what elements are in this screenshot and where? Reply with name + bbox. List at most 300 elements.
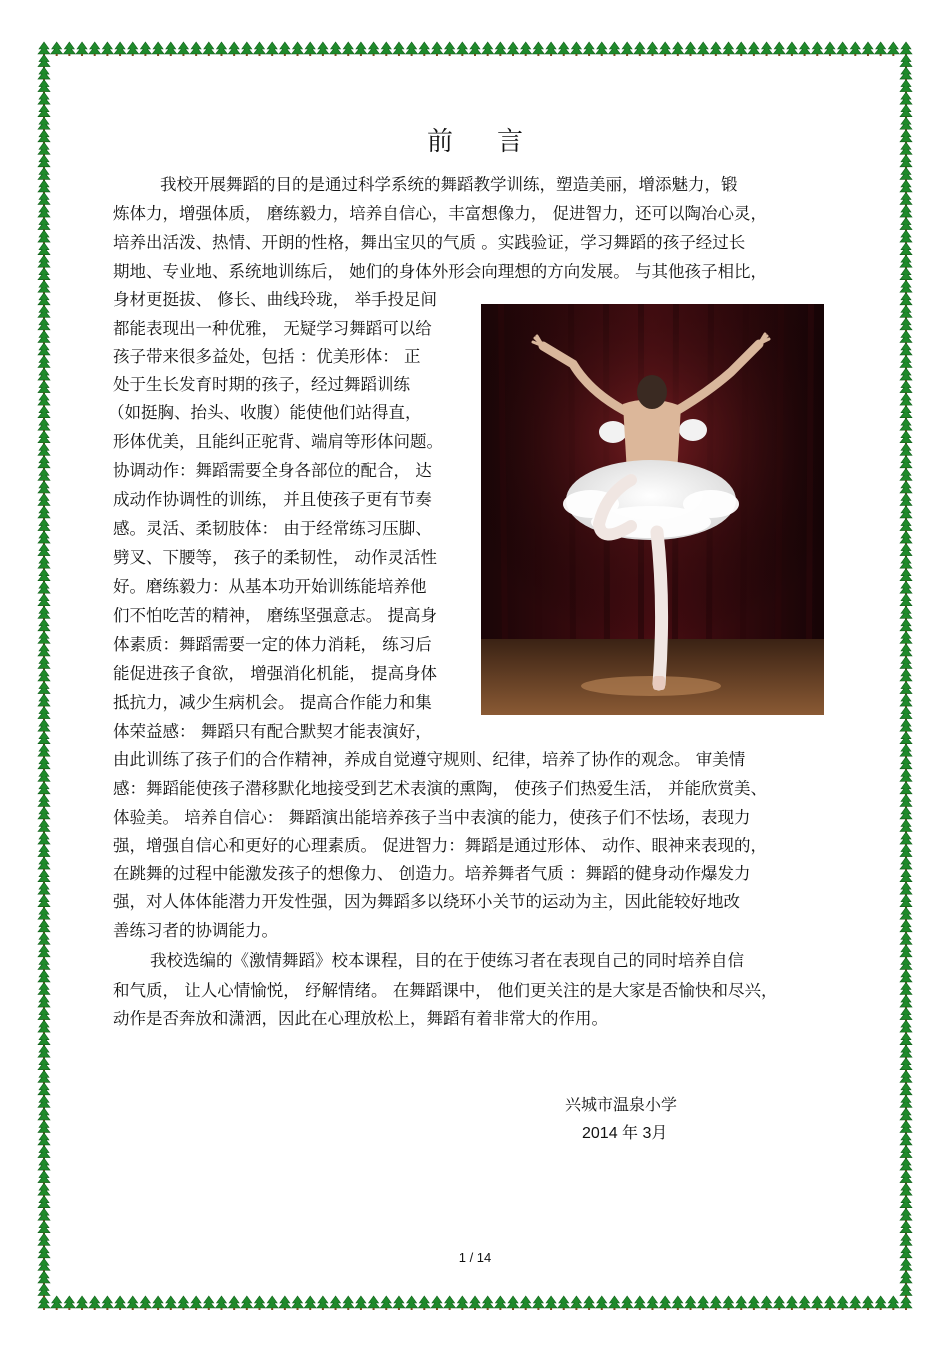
christmas-tree-icon [799, 42, 811, 56]
christmas-tree-icon [38, 92, 50, 106]
paragraph-line: 炼体力，增强体质， 磨练毅力，培养自信心，丰富想像力， 促进智力，还可以陶冶心灵， [113, 204, 767, 223]
christmas-tree-icon [900, 192, 912, 206]
paragraph-line: 们不怕吃苦的精神， 磨练坚强意志。 提高身 [113, 606, 437, 625]
christmas-tree-icon [304, 42, 316, 56]
christmas-tree-icon [38, 819, 50, 833]
christmas-tree-icon [38, 80, 50, 94]
christmas-tree-icon [368, 1296, 380, 1310]
christmas-tree-icon [685, 1296, 697, 1310]
christmas-tree-icon [900, 769, 912, 783]
christmas-tree-icon [900, 1058, 912, 1072]
christmas-tree-icon [38, 757, 50, 771]
paragraph-line: 培养出活泼、热情、开朗的性格，舞出宝贝的气质 。实践验证，学习舞蹈的孩子经过长 [113, 233, 746, 252]
paragraph-line: 劈叉、下腰等， 孩子的柔韧性， 动作灵活性 [113, 548, 437, 567]
christmas-tree-icon [38, 1133, 50, 1147]
christmas-tree-icon [900, 280, 912, 294]
christmas-tree-icon [900, 606, 912, 620]
christmas-tree-icon [634, 1296, 646, 1310]
paragraph-line: 我校选编的《激情舞蹈》校本课程，目的在于使练习者在表现自己的同时培养自信 [150, 951, 744, 970]
christmas-tree-icon [900, 907, 912, 921]
christmas-tree-icon [900, 644, 912, 658]
christmas-tree-icon [849, 1296, 861, 1310]
christmas-tree-icon [900, 293, 912, 307]
christmas-tree-icon [114, 42, 126, 56]
christmas-tree-icon [710, 1296, 722, 1310]
christmas-tree-icon [152, 1296, 164, 1310]
christmas-tree-icon [304, 1296, 316, 1310]
christmas-tree-icon [38, 694, 50, 708]
christmas-tree-icon [507, 1296, 519, 1310]
christmas-tree-icon [900, 55, 912, 69]
christmas-tree-icon [900, 1283, 912, 1297]
christmas-tree-icon [38, 468, 50, 482]
christmas-tree-icon [38, 1171, 50, 1185]
christmas-tree-icon [900, 92, 912, 106]
christmas-tree-icon [254, 42, 266, 56]
christmas-tree-icon [38, 1271, 50, 1285]
christmas-tree-icon [38, 957, 50, 971]
christmas-tree-icon [786, 1296, 798, 1310]
christmas-tree-icon [38, 907, 50, 921]
christmas-tree-icon [76, 42, 88, 56]
christmas-tree-icon [38, 569, 50, 583]
christmas-tree-icon [38, 1183, 50, 1197]
christmas-tree-icon [51, 1296, 63, 1310]
christmas-tree-icon [900, 932, 912, 946]
christmas-tree-icon [317, 1296, 329, 1310]
christmas-tree-icon [38, 832, 50, 846]
christmas-tree-icon [900, 1271, 912, 1285]
christmas-tree-icon [190, 1296, 202, 1310]
christmas-tree-icon [139, 42, 151, 56]
christmas-tree-icon [849, 42, 861, 56]
christmas-tree-icon [38, 719, 50, 733]
christmas-tree-icon [748, 1296, 760, 1310]
christmas-tree-icon [393, 42, 405, 56]
christmas-tree-icon [101, 42, 113, 56]
christmas-tree-icon [38, 180, 50, 194]
christmas-tree-icon [900, 356, 912, 370]
christmas-tree-icon [152, 42, 164, 56]
christmas-tree-icon [900, 305, 912, 319]
christmas-tree-icon [38, 707, 50, 721]
christmas-tree-icon [900, 80, 912, 94]
christmas-tree-icon [659, 1296, 671, 1310]
christmas-tree-icon [38, 1058, 50, 1072]
christmas-tree-icon [38, 167, 50, 181]
christmas-tree-icon [900, 1020, 912, 1034]
signature-school: 兴城市温泉小学 [565, 1095, 678, 1114]
christmas-tree-icon [38, 1233, 50, 1247]
christmas-tree-icon [38, 305, 50, 319]
christmas-tree-icon [51, 42, 63, 56]
christmas-tree-icon [482, 1296, 494, 1310]
christmas-tree-icon [406, 42, 418, 56]
christmas-tree-icon [685, 42, 697, 56]
christmas-tree-icon [659, 42, 671, 56]
christmas-tree-icon [532, 1296, 544, 1310]
christmas-tree-icon [38, 105, 50, 119]
christmas-tree-icon [900, 669, 912, 683]
paragraph-line: 成动作协调性的训练， 并且使孩子更有节奏 [113, 490, 432, 509]
christmas-tree-icon [215, 1296, 227, 1310]
christmas-tree-icon [266, 42, 278, 56]
christmas-tree-icon [900, 255, 912, 269]
christmas-tree-icon [621, 1296, 633, 1310]
christmas-tree-icon [900, 970, 912, 984]
christmas-tree-icon [38, 669, 50, 683]
christmas-tree-icon [38, 481, 50, 495]
christmas-tree-icon [900, 1070, 912, 1084]
christmas-tree-icon [596, 1296, 608, 1310]
christmas-tree-icon [38, 218, 50, 232]
christmas-tree-icon [583, 1296, 595, 1310]
christmas-tree-icon [837, 42, 849, 56]
christmas-tree-icon [900, 832, 912, 846]
christmas-tree-icon [38, 845, 50, 859]
christmas-tree-icon [900, 230, 912, 244]
christmas-tree-icon [532, 42, 544, 56]
christmas-tree-icon [114, 1296, 126, 1310]
christmas-tree-icon [38, 920, 50, 934]
christmas-tree-icon [723, 42, 735, 56]
christmas-tree-icon [38, 769, 50, 783]
christmas-tree-icon [786, 42, 798, 56]
christmas-tree-icon [900, 1095, 912, 1109]
paragraph-line: 在跳舞的过程中能激发孩子的想像力、 创造力。培养舞者气质 ：舞蹈的健身动作爆发力 [113, 864, 751, 883]
paragraph-line: 都能表现出一种优雅， 无疑学习舞蹈可以给 [113, 319, 432, 338]
christmas-tree-icon [38, 42, 50, 56]
christmas-tree-icon [773, 42, 785, 56]
christmas-tree-icon [38, 644, 50, 658]
christmas-tree-icon [38, 255, 50, 269]
christmas-tree-icon [900, 519, 912, 533]
christmas-tree-icon [38, 1070, 50, 1084]
christmas-tree-icon [799, 1296, 811, 1310]
christmas-tree-icon [900, 167, 912, 181]
christmas-tree-icon [900, 368, 912, 382]
christmas-tree-icon [900, 506, 912, 520]
christmas-tree-icon [900, 857, 912, 871]
ballerina-photo [481, 304, 824, 715]
christmas-tree-icon [761, 1296, 773, 1310]
christmas-tree-icon [900, 268, 912, 282]
christmas-tree-icon [811, 1296, 823, 1310]
paragraph-line: 体荣益感： 舞蹈只有配合默契才能表演好， [113, 722, 432, 741]
christmas-tree-icon [165, 42, 177, 56]
christmas-tree-icon [38, 268, 50, 282]
christmas-tree-icon [38, 406, 50, 420]
christmas-tree-icon [900, 67, 912, 81]
christmas-tree-icon [900, 406, 912, 420]
christmas-tree-icon [900, 1221, 912, 1235]
christmas-tree-icon [862, 42, 874, 56]
christmas-tree-icon [710, 42, 722, 56]
christmas-tree-icon [38, 556, 50, 570]
christmas-tree-icon [63, 1296, 75, 1310]
christmas-tree-icon [38, 594, 50, 608]
christmas-tree-icon [634, 42, 646, 56]
christmas-tree-icon [177, 1296, 189, 1310]
christmas-tree-icon [38, 581, 50, 595]
christmas-tree-icon [38, 656, 50, 670]
christmas-tree-icon [406, 1296, 418, 1310]
christmas-tree-icon [38, 1208, 50, 1222]
christmas-tree-icon [38, 393, 50, 407]
christmas-tree-icon [342, 1296, 354, 1310]
christmas-tree-icon [900, 732, 912, 746]
christmas-tree-icon [900, 1296, 912, 1310]
christmas-tree-icon [735, 1296, 747, 1310]
christmas-tree-icon [875, 42, 887, 56]
christmas-tree-icon [469, 42, 481, 56]
christmas-tree-icon [697, 42, 709, 56]
christmas-tree-icon [38, 782, 50, 796]
christmas-tree-icon [900, 381, 912, 395]
christmas-tree-icon [38, 280, 50, 294]
christmas-tree-icon [558, 1296, 570, 1310]
paragraph-line: 体素质：舞蹈需要一定的体力消耗， 练习后 [113, 635, 432, 654]
paragraph-line: 和气质， 让人心情愉悦， 纾解情绪。 在舞蹈课中， 他们更关注的是大家是否愉快和尽兴， [113, 981, 778, 1000]
christmas-tree-icon [900, 393, 912, 407]
christmas-tree-icon [900, 870, 912, 884]
christmas-tree-icon [89, 1296, 101, 1310]
christmas-tree-icon [38, 1095, 50, 1109]
paragraph-line: 感：舞蹈能使孩子潜移默化地接受到艺术表演的熏陶， 使孩子们热爱生活， 并能欣赏美、 [113, 779, 767, 798]
christmas-tree-icon [380, 42, 392, 56]
christmas-tree-icon [38, 456, 50, 470]
christmas-tree-icon [900, 581, 912, 595]
christmas-tree-icon [900, 794, 912, 808]
christmas-tree-icon [545, 42, 557, 56]
christmas-tree-icon [596, 42, 608, 56]
christmas-tree-icon [444, 42, 456, 56]
christmas-tree-icon [900, 1171, 912, 1185]
christmas-tree-icon [862, 1296, 874, 1310]
paragraph-line: 形体优美，且能纠正驼背、端肩等形体问题。 [113, 432, 443, 451]
christmas-tree-icon [38, 493, 50, 507]
christmas-tree-icon [900, 531, 912, 545]
christmas-tree-icon [228, 1296, 240, 1310]
christmas-tree-icon [887, 42, 899, 56]
christmas-tree-icon [38, 932, 50, 946]
paragraph-line: 感。灵活、柔韧肢体： 由于经常练习压脚、 [113, 519, 432, 538]
christmas-tree-icon [900, 468, 912, 482]
christmas-tree-icon [38, 1196, 50, 1210]
christmas-tree-icon [900, 1083, 912, 1097]
christmas-tree-icon [89, 42, 101, 56]
christmas-tree-icon [900, 594, 912, 608]
christmas-tree-icon [355, 1296, 367, 1310]
christmas-tree-icon [431, 1296, 443, 1310]
christmas-tree-icon [900, 895, 912, 909]
christmas-tree-icon [38, 1283, 50, 1297]
christmas-tree-icon [900, 1146, 912, 1160]
christmas-tree-icon [38, 293, 50, 307]
christmas-tree-icon [456, 1296, 468, 1310]
christmas-tree-icon [900, 42, 912, 56]
christmas-tree-icon [38, 682, 50, 696]
christmas-tree-icon [139, 1296, 151, 1310]
christmas-tree-icon [900, 995, 912, 1009]
christmas-tree-icon [38, 1146, 50, 1160]
signature-date: 2014 年 3月 [582, 1125, 668, 1142]
christmas-tree-icon [38, 519, 50, 533]
christmas-tree-icon [900, 707, 912, 721]
christmas-tree-icon [900, 556, 912, 570]
christmas-tree-icon [38, 443, 50, 457]
christmas-tree-icon [330, 1296, 342, 1310]
christmas-tree-icon [900, 719, 912, 733]
christmas-tree-icon [38, 1108, 50, 1122]
christmas-tree-icon [900, 882, 912, 896]
christmas-tree-icon [38, 1033, 50, 1047]
christmas-tree-icon [900, 544, 912, 558]
christmas-tree-icon [672, 1296, 684, 1310]
christmas-tree-icon [355, 42, 367, 56]
paragraph-line: 强，增强自信心和更好的心理素质。 促进智力：舞蹈是通过形体、 动作、眼神来表现的， [113, 836, 767, 855]
christmas-tree-icon [697, 1296, 709, 1310]
christmas-tree-icon [900, 945, 912, 959]
paragraph-line: 善练习者的协调能力。 [113, 921, 278, 940]
christmas-tree-icon [63, 42, 75, 56]
christmas-tree-icon [38, 882, 50, 896]
christmas-tree-icon [646, 1296, 658, 1310]
paragraph-line: 能促进孩子食欲， 增强消化机能， 提高身体 [113, 664, 437, 683]
christmas-tree-icon [900, 920, 912, 934]
christmas-tree-icon [38, 870, 50, 884]
christmas-tree-icon [824, 42, 836, 56]
christmas-tree-icon [646, 42, 658, 56]
christmas-tree-icon [900, 782, 912, 796]
christmas-tree-icon [900, 431, 912, 445]
christmas-tree-icon [127, 1296, 139, 1310]
christmas-tree-icon [723, 1296, 735, 1310]
christmas-tree-icon [177, 42, 189, 56]
christmas-tree-icon [900, 418, 912, 432]
paragraph-line: 由此训练了孩子们的合作精神，养成自觉遵守规则、纪律，培养了协作的观念。 审美情 [113, 750, 746, 769]
paragraph-line: 身材更挺拔、 修长、曲线玲珑， 举手投足间 [113, 290, 437, 309]
christmas-tree-icon [38, 1120, 50, 1134]
christmas-tree-icon [900, 682, 912, 696]
christmas-tree-icon [38, 970, 50, 984]
christmas-tree-icon [900, 694, 912, 708]
paragraph-line: 协调动作：舞蹈需要全身各部位的配合， 达 [113, 461, 432, 480]
christmas-tree-icon [558, 42, 570, 56]
christmas-tree-icon [444, 1296, 456, 1310]
christmas-tree-icon [672, 42, 684, 56]
christmas-tree-icon [494, 42, 506, 56]
christmas-tree-icon [570, 1296, 582, 1310]
christmas-tree-icon [241, 42, 253, 56]
christmas-tree-icon [38, 1296, 50, 1310]
paragraph-line: 抵抗力，减少生病机会。 提高合作能力和集 [113, 693, 432, 712]
christmas-tree-icon [317, 42, 329, 56]
christmas-tree-icon [900, 481, 912, 495]
christmas-tree-icon [165, 1296, 177, 1310]
christmas-tree-icon [900, 1008, 912, 1022]
christmas-tree-icon [900, 330, 912, 344]
christmas-tree-icon [520, 1296, 532, 1310]
christmas-tree-icon [38, 55, 50, 69]
christmas-tree-icon [456, 42, 468, 56]
paragraph-line: 处于生长发育时期的孩子，经过舞蹈训练 [113, 375, 410, 394]
christmas-tree-icon [837, 1296, 849, 1310]
christmas-tree-icon [735, 42, 747, 56]
christmas-tree-icon [900, 243, 912, 257]
christmas-tree-icon [38, 368, 50, 382]
christmas-tree-icon [900, 631, 912, 645]
christmas-tree-icon [583, 42, 595, 56]
christmas-tree-icon [38, 318, 50, 332]
christmas-tree-icon [342, 42, 354, 56]
christmas-tree-icon [266, 1296, 278, 1310]
christmas-tree-icon [38, 619, 50, 633]
christmas-tree-icon [241, 1296, 253, 1310]
christmas-tree-icon [900, 983, 912, 997]
paragraph-line: 我校开展舞蹈的目的是通过科学系统的舞蹈教学训练，塑造美丽，增添魅力，锻 [160, 175, 738, 194]
christmas-tree-icon [900, 443, 912, 457]
christmas-tree-icon [900, 656, 912, 670]
christmas-tree-icon [228, 42, 240, 56]
christmas-tree-icon [900, 205, 912, 219]
christmas-tree-icon [330, 42, 342, 56]
christmas-tree-icon [203, 42, 215, 56]
christmas-tree-icon [38, 1083, 50, 1097]
christmas-tree-icon [900, 757, 912, 771]
christmas-tree-icon [393, 1296, 405, 1310]
christmas-tree-icon [38, 243, 50, 257]
paragraph-line: 期地、专业地、系统地训练后， 她们的身体外形会向理想的方向发展。 与其他孩子相比， [113, 262, 767, 281]
christmas-tree-icon [38, 945, 50, 959]
page-title: 前言 [426, 127, 567, 157]
paragraph-line: 体验美。 培养自信心： 舞蹈演出能培养孩子当中表演的能力，使孩子们不怯场，表现力 [113, 808, 751, 827]
christmas-tree-icon [38, 744, 50, 758]
christmas-tree-icon [761, 42, 773, 56]
christmas-tree-icon [76, 1296, 88, 1310]
christmas-tree-icon [38, 67, 50, 81]
christmas-tree-icon [900, 1208, 912, 1222]
christmas-tree-icon [38, 1020, 50, 1034]
christmas-tree-icon [900, 218, 912, 232]
christmas-tree-icon [570, 42, 582, 56]
christmas-tree-icon [545, 1296, 557, 1310]
christmas-tree-icon [431, 42, 443, 56]
christmas-tree-icon [38, 794, 50, 808]
christmas-tree-icon [418, 1296, 430, 1310]
christmas-tree-icon [900, 819, 912, 833]
christmas-tree-icon [38, 205, 50, 219]
christmas-tree-icon [520, 42, 532, 56]
christmas-tree-icon [900, 807, 912, 821]
christmas-tree-icon [900, 1183, 912, 1197]
christmas-tree-icon [900, 1233, 912, 1247]
christmas-tree-icon [900, 1120, 912, 1134]
paragraph-line: 动作是否奔放和潇洒，因此在心理放松上，舞蹈有着非常大的作用。 [113, 1009, 608, 1028]
christmas-tree-icon [900, 1196, 912, 1210]
christmas-tree-icon [482, 42, 494, 56]
christmas-tree-icon [215, 42, 227, 56]
christmas-tree-icon [38, 330, 50, 344]
paragraph-line: （如挺胸、抬头、收腹）能使他们站得直， [108, 403, 422, 422]
christmas-tree-icon [368, 42, 380, 56]
christmas-tree-icon [38, 381, 50, 395]
christmas-tree-icon [900, 1033, 912, 1047]
christmas-tree-icon [494, 1296, 506, 1310]
christmas-tree-icon [900, 1133, 912, 1147]
christmas-tree-icon [38, 531, 50, 545]
christmas-tree-icon [38, 192, 50, 206]
